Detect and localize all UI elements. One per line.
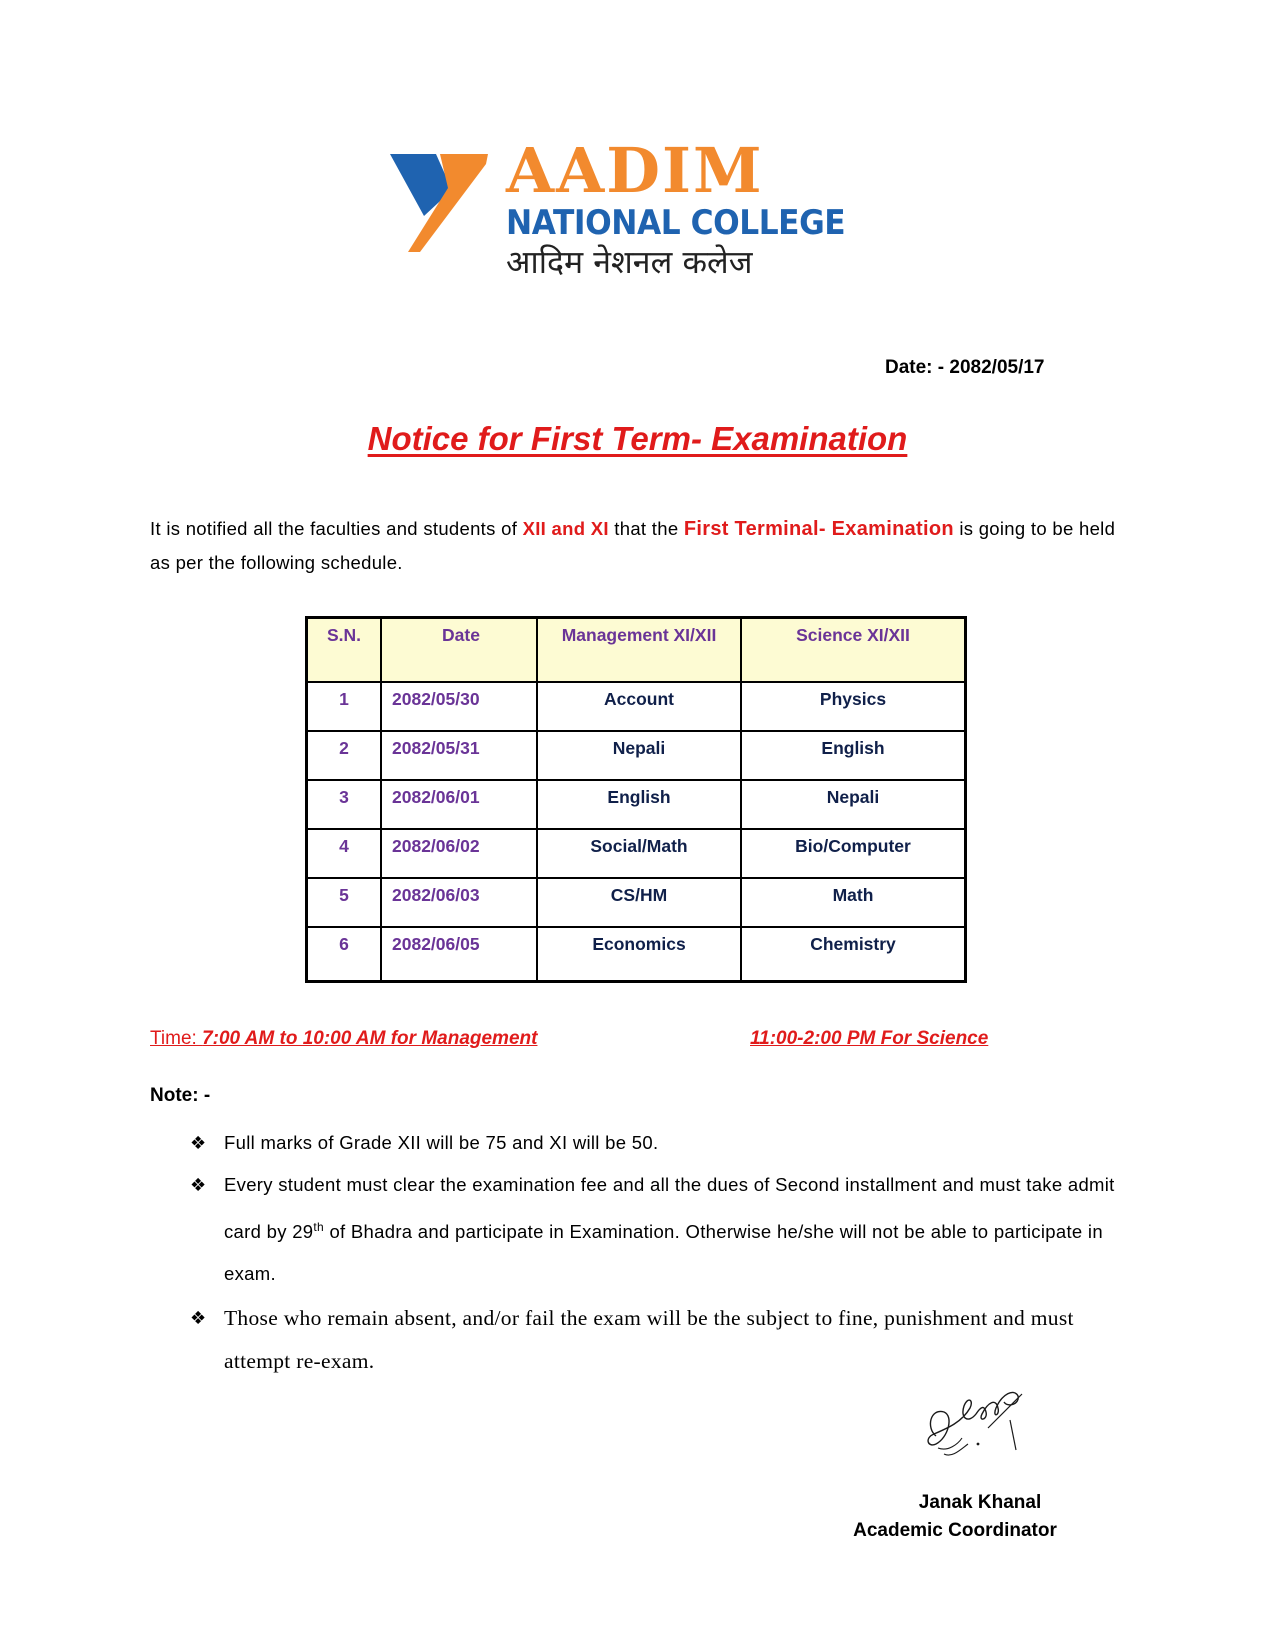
logo-name-aadim: AADIM: [506, 134, 764, 207]
table-row: [307, 829, 966, 878]
list-item: [190, 1164, 1120, 1295]
intro-text-2: that the: [608, 518, 684, 539]
cell-date: 2082/06/01: [381, 780, 537, 829]
intro-text-1: It is notified all the faculties and students of: [150, 518, 523, 539]
note-text: Full marks of Grade XII will be 75 and XI will be 50.: [224, 1132, 659, 1153]
cell-science: Math: [741, 878, 966, 927]
note-heading: Note: -: [150, 1085, 211, 1106]
cell-science: English: [741, 731, 966, 780]
notes-list: [190, 1122, 1120, 1383]
aadim-logo-icon: [390, 154, 490, 254]
cell-sn: 5: [307, 878, 382, 927]
cell-science: Physics: [741, 682, 966, 731]
header-date: Date: [381, 618, 537, 683]
table-row: [307, 780, 966, 829]
note-superscript: th: [313, 1220, 324, 1234]
table-row: [307, 927, 966, 982]
header-science: Science XI/XII: [741, 618, 966, 683]
cell-science: Chemistry: [741, 927, 966, 982]
logo-name-national-college: NATIONAL COLLEGE: [506, 203, 846, 243]
cell-management: Economics: [537, 927, 741, 982]
time-science: 11:00-2:00 PM For Science: [750, 1028, 989, 1049]
time-label: Time:: [150, 1028, 203, 1049]
cell-sn: 3: [307, 780, 382, 829]
cell-science: Bio/Computer: [741, 829, 966, 878]
cell-date: 2082/06/02: [381, 829, 537, 878]
list-item: [190, 1122, 1120, 1164]
cell-date: 2082/05/30: [381, 682, 537, 731]
time-management: [150, 1028, 537, 1050]
header-management: Management XI/XII: [537, 618, 741, 683]
cell-sn: 6: [307, 927, 382, 982]
header-sn: S.N.: [307, 618, 382, 683]
college-logo: [390, 134, 890, 290]
cell-sn: 2: [307, 731, 382, 780]
signature-image: [918, 1378, 1028, 1468]
time-management-text: 7:00 AM to 10:00 AM for Management: [202, 1028, 538, 1049]
signatory-title: Academic Coordinator: [853, 1520, 1057, 1541]
table-row: [307, 682, 966, 731]
cell-management: Nepali: [537, 731, 741, 780]
diamond-bullet-icon: ❖: [190, 1308, 207, 1330]
exam-schedule-table: [305, 616, 967, 983]
cell-sn: 4: [307, 829, 382, 878]
diamond-bullet-icon: ❖: [190, 1133, 207, 1153]
cell-management: English: [537, 780, 741, 829]
note-text: Those who remain absent, and/or fail the exam will be the subject to fine, punishment and must attempt re-exam.: [224, 1306, 1074, 1374]
intro-classes: XII and XI: [522, 518, 609, 539]
note-text: Every student must clear the examination fee and all the dues of Second installment and must take admit card by 29: [224, 1174, 1115, 1243]
note-text: of Bhadra and participate in Examination. Otherwise he/she will not be able to participate in exam.: [224, 1221, 1103, 1285]
list-item: [190, 1297, 1120, 1383]
cell-management: Account: [537, 682, 741, 731]
notice-title: Notice for First Term- Examination: [367, 420, 908, 457]
table-row: [307, 878, 966, 927]
cell-science: Nepali: [741, 780, 966, 829]
notice-date: Date: - 2082/05/17: [885, 357, 1045, 378]
signatory-name: Janak Khanal: [918, 1492, 1042, 1513]
cell-management: CS/HM: [537, 878, 741, 927]
diamond-bullet-icon: ❖: [190, 1175, 207, 1195]
table-header-row: [307, 618, 966, 683]
cell-date: 2082/05/31: [381, 731, 537, 780]
intro-exam-name: First Terminal- Examination: [683, 518, 954, 540]
intro-text-3: is going to be held as per the following schedule.: [150, 518, 1116, 573]
cell-management: Social/Math: [537, 829, 741, 878]
cell-sn: 1: [307, 682, 382, 731]
cell-date: 2082/06/05: [381, 927, 537, 982]
table-row: [307, 731, 966, 780]
logo-name-nepali: आदिम नेशनल कलेज: [506, 243, 753, 281]
cell-date: 2082/06/03: [381, 878, 537, 927]
intro-paragraph: [150, 512, 1140, 579]
